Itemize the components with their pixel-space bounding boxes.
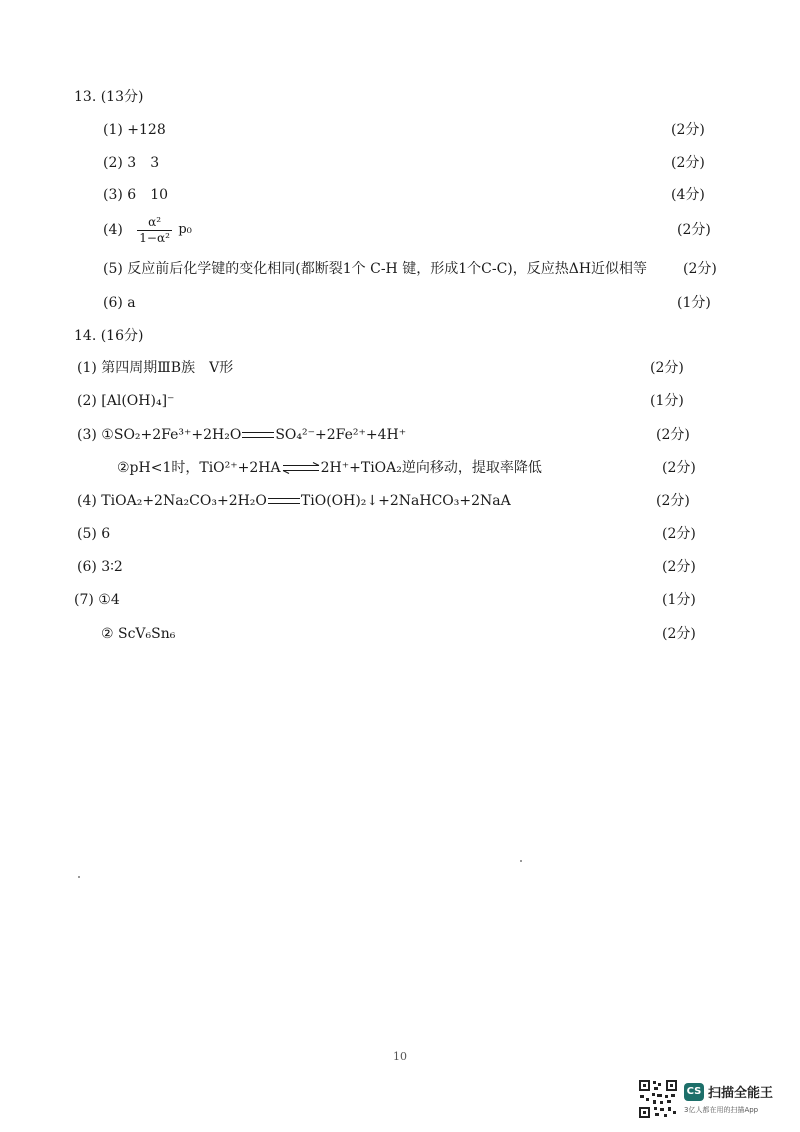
q14-item-1 [77,359,233,377]
item-label: (1) [77,360,97,376]
item-answer: 3 3 [127,155,160,171]
q13-item-4-points: (2分) [677,222,711,238]
reversible-arrow-icon [282,462,320,474]
item-answer: [Al(OH)₄]⁻ [101,393,175,409]
q14-item-2-points: (1分) [650,393,684,409]
scanner-app-name: 扫描全能王 [708,1086,774,1101]
item-answer: a [127,295,136,311]
q13-item-1 [103,121,166,139]
equation-right: 2H⁺+TiOA₂逆向移动，提取率降低 [320,460,542,476]
q13-item-6 [103,294,136,312]
item-answer: 反应前后化学键的变化相同(都断裂1个 C-H 键，形成1个C-C)，反应热ΔH近似相等 [127,261,648,277]
q14-item-1-points: (2分) [650,360,684,376]
item-answer: 3∶2 [101,559,123,575]
q14-item-7 [74,591,120,609]
scanner-watermark [638,1077,788,1121]
q13-item-2 [103,154,159,172]
fraction [137,215,172,246]
item-label: (5) [77,526,97,542]
fraction-tail: p₀ [178,222,192,237]
item-answer: ①4 [98,592,120,608]
item-label: (5) [103,261,123,277]
equation-left: ②pH<1时，TiO²⁺+2HA [117,460,281,476]
equation-left: ①SO₂+2Fe³⁺+2H₂O [101,427,242,443]
equation-left: TiOA₂+2Na₂CO₃+2H₂O [101,493,267,509]
q13-item-1-points: (2分) [671,122,705,138]
item-label: (2) [77,393,97,409]
equals-sign [268,498,300,504]
equals-sign [242,432,274,438]
q14-title: 14. (16分) [74,328,144,344]
page-number: 10 [393,1050,407,1063]
scan-speck [520,860,522,862]
item-answer: ② ScV₆Sn₆ [101,626,176,642]
q14-item-4-points: (2分) [656,493,690,509]
scanner-logo: CS [684,1083,704,1101]
q13-item-4 [103,213,192,247]
scan-speck [78,876,80,878]
q13-item-3 [103,186,168,204]
item-answer: 第四周期ⅢB族 V形 [101,360,234,376]
fraction-numerator: α² [137,215,172,231]
equation-right: SO₄²⁻+2Fe²⁺+4H⁺ [275,427,407,443]
q13-item-6-points: (1分) [677,295,711,311]
item-answer: 6 [101,526,111,542]
item-label: (7) [74,592,94,608]
item-answer: 6 10 [127,187,169,203]
item-label: (4) [103,222,123,238]
q14-item-3-2-points: (2分) [662,460,696,476]
item-label: (3) [103,187,123,203]
item-label: (6) [77,559,97,575]
q14-item-4 [77,492,511,510]
scanner-tagline: 3亿人都在用的扫描App [684,1106,759,1114]
item-label: (3) [77,427,97,443]
q14-item-3-points: (2分) [656,427,690,443]
q14-item-7-points: (1分) [662,592,696,608]
q14-item-5-points: (2分) [662,526,696,542]
q14-item-7-2-points: (2分) [662,626,696,642]
item-answer: +128 [127,122,166,138]
item-label: (1) [103,122,123,138]
q13-title: 13. (13分) [74,89,144,105]
q14-item-3-2 [117,459,542,477]
q14-item-5 [77,525,110,543]
q14-item-3 [77,426,406,444]
q14-item-6 [77,558,123,576]
fraction-denominator: 1−α² [139,230,170,245]
q14-item-2 [77,392,174,410]
item-label: (2) [103,155,123,171]
equation-right: TiO(OH)₂↓+2NaHCO₃+2NaA [300,493,511,509]
item-label: (6) [103,295,123,311]
q13-item-2-points: (2分) [671,155,705,171]
q13-item-3-points: (4分) [671,187,705,203]
qr-code-icon [638,1079,678,1119]
q13-item-5-points: (2分) [683,261,717,277]
q14-item-6-points: (2分) [662,559,696,575]
item-label: (4) [77,493,97,509]
q14-item-7-2 [101,625,175,643]
q13-item-5 [103,260,647,278]
